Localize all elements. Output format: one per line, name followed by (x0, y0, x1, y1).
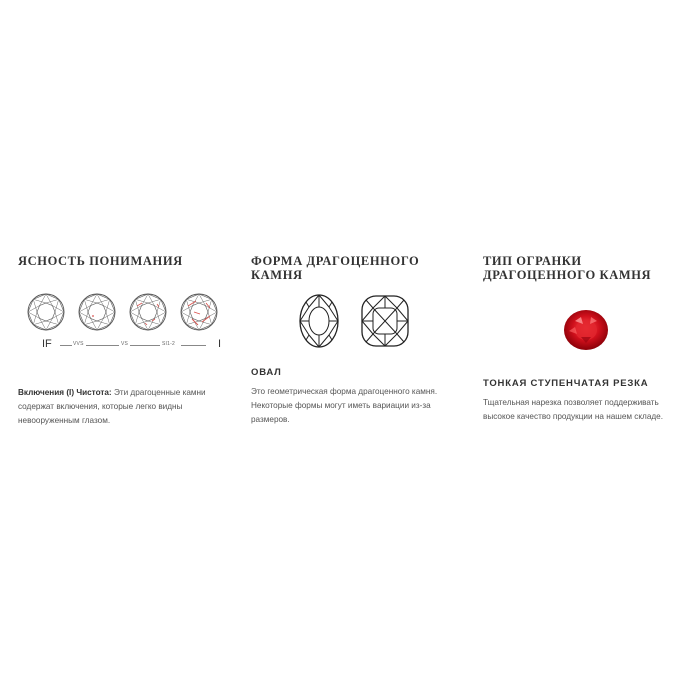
clarity-diamonds-row (24, 292, 234, 334)
scale-line (130, 345, 160, 346)
clarity-description (18, 386, 233, 428)
clarity-section (18, 254, 233, 425)
diamond-if-icon (28, 294, 64, 330)
cut-name: ТОНКАЯ СТУПЕНЧАТАЯ РЕЗКА (483, 378, 649, 389)
shape-heading: ФОРМА ДРАГОЦЕННОГО КАМНЯ (251, 254, 420, 282)
scale-line (86, 345, 119, 346)
red-ruby-icon (561, 307, 611, 353)
scale-label-if: IF (42, 338, 52, 350)
scale-label-vs: VS (121, 341, 129, 347)
diamond-si-icon (181, 294, 217, 330)
cut-description: Тщательная нарезка позволяет поддерживать высокое качество продукции на нашем складе. (483, 398, 663, 421)
clarity-description-label: Включения (I) Чистота: (18, 388, 112, 397)
clarity-scale (42, 338, 232, 352)
clarity-heading: ЯСНОСТЬ ПОНИМАНИЯ (18, 254, 183, 268)
shape-section (251, 254, 466, 424)
cut-heading: ТИП ОГРАНКИ ДРАГОЦЕННОГО КАМНЯ (483, 254, 652, 282)
scale-label-si: SI1-2 (162, 341, 175, 347)
clarity-description-text: Эти драгоценные камни содержат включения, которые легко видны невооруженным глазом. (18, 388, 206, 425)
scale-label-i: I (218, 338, 222, 350)
shape-name: ОВАЛ (251, 367, 282, 378)
scale-line (181, 345, 206, 346)
scale-line (60, 345, 72, 346)
cut-section (483, 254, 688, 421)
diamond-vs-icon (130, 294, 166, 330)
cushion-outline-icon (362, 296, 408, 346)
shape-description: Это геометрическая форма драгоценного камня. Некоторые формы могут иметь вариации из-за размеров. (251, 387, 438, 424)
oval-outline-icon (300, 295, 338, 347)
scale-label-vvs: VVS (73, 341, 84, 347)
diamond-vvs-icon (79, 294, 115, 330)
shape-outlines (299, 294, 409, 350)
